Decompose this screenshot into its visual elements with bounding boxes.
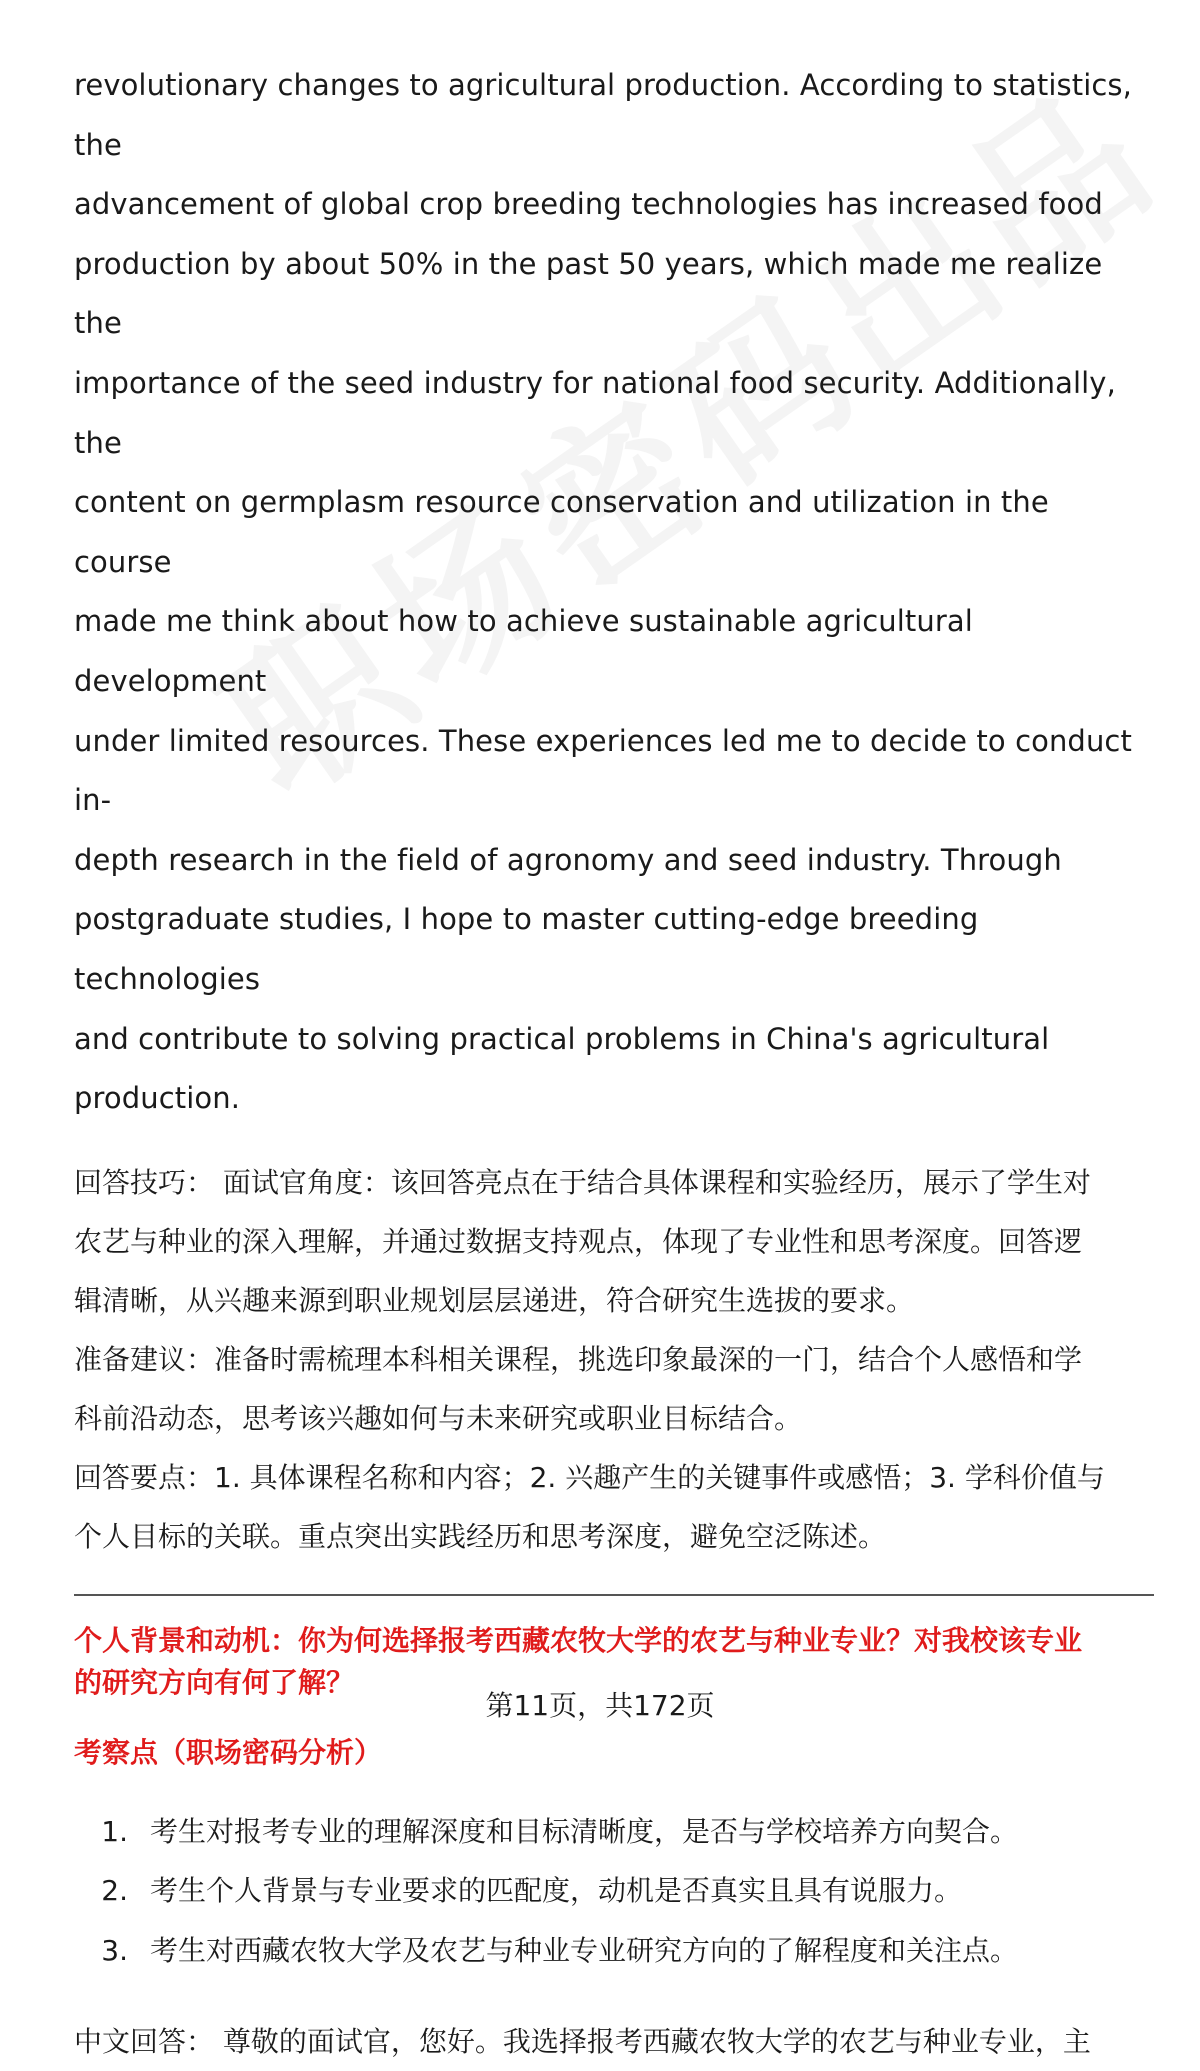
list-item (74, 1802, 1154, 1862)
list-number: 3. (101, 1933, 128, 1967)
tip-line: 农艺与种业的深入理解，并通过数据支持观点，体现了专业性和思考深度。回答逻 (74, 1224, 1083, 1258)
list-item-text: 考生对报考专业的理解深度和目标清晰度，是否与学校培养方向契合。 (150, 1814, 1019, 1848)
section-divider (74, 1594, 1154, 1596)
tip-line: 科前沿动态，思考该兴趣如何与未来研究或职业目标结合。 (74, 1401, 803, 1435)
paragraph-line: under limited resources. These experiences led me to decide to conduct in- (74, 723, 1132, 818)
tip-key-points (74, 1448, 1154, 1566)
paragraph-line: production by about 50% in the past 50 years, which made me realize the (74, 246, 1103, 341)
paragraph-line: revolutionary changes to agricultural production. According to statistics, the (74, 68, 1132, 162)
tip-line: 辑清晰，从兴趣来源到职业规划层层递进，符合研究生选拔的要求。 (74, 1283, 915, 1317)
list-item-text: 考生对西藏农牧大学及农艺与种业专业研究方向的了解程度和关注点。 (150, 1933, 1019, 1967)
answer-tips (74, 1153, 1154, 1566)
page-number-footer: 第11页，共172页 (485, 1689, 715, 1722)
tip-answer-technique (74, 1153, 1154, 1330)
english-paragraph (74, 56, 1154, 1129)
tip-line: 回答要点：1. 具体课程名称和内容；2. 兴趣产生的关键事件或感悟；3. 学科价值与 (74, 1460, 1105, 1494)
list-number: 2. (101, 1874, 128, 1908)
tip-line: 准备建议：准备时需梳理本科相关课程，挑选印象最深的一门，结合个人感悟和学 (74, 1342, 1083, 1376)
paragraph-line: made me think about how to achieve sustainable agricultural development (74, 604, 973, 698)
paragraph-line: depth research in the field of agronomy and seed industry. Through (74, 842, 1062, 877)
chinese-answer-start: 中文回答： 尊敬的面试官，您好。我选择报考西藏农牧大学的农艺与种业专业，主 (74, 2025, 1091, 2059)
paragraph-line: importance of the seed industry for national food security. Additionally, the (74, 365, 1116, 460)
paragraph-line: advancement of global crop breeding technologies has increased food (74, 187, 1103, 222)
list-number: 1. (101, 1814, 128, 1848)
tip-line: 个人目标的关联。重点突出实践经历和思考深度，避免空泛陈述。 (74, 1519, 887, 1553)
list-item (74, 1861, 1154, 1921)
assessment-points-list (74, 1802, 1154, 1981)
paragraph-line: postgraduate studies, I hope to master cutting-edge breeding technologies (74, 902, 979, 996)
list-item-text: 考生个人背景与专业要求的匹配度，动机是否真实且具有说服力。 (150, 1874, 963, 1908)
analysis-section-title: 考察点（职场密码分析） (74, 1735, 383, 1769)
tip-line: 回答技巧： 面试官角度：该回答亮点在于结合具体课程和实验经历，展示了学生对 (74, 1165, 1091, 1199)
document-page (74, 56, 1154, 2071)
paragraph-line: production. (74, 1081, 241, 1116)
question-line: 的研究方向有何了解？ (74, 1665, 355, 1699)
question-line: 个人背景和动机：你为何选择报考西藏农牧大学的农艺与种业专业？对我校该专业 (74, 1623, 1083, 1657)
tip-preparation (74, 1330, 1154, 1448)
paragraph-line: content on germplasm resource conservation and utilization in the course (74, 485, 1049, 579)
paragraph-line: and contribute to solving practical problems in China's agricultural (74, 1021, 1050, 1056)
list-item (74, 1921, 1154, 1981)
